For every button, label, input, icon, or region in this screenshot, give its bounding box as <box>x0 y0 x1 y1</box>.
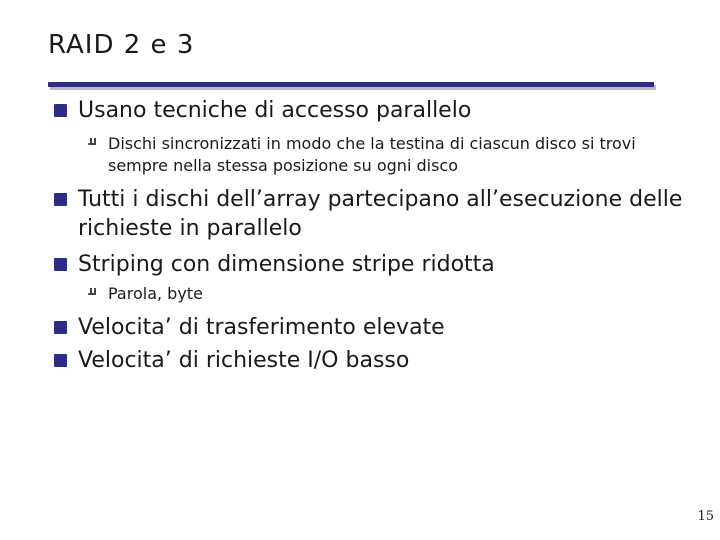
square-bullet-icon <box>54 354 67 367</box>
title-underline <box>48 82 654 87</box>
bullet-item <box>54 313 694 342</box>
bullet-item <box>54 185 694 243</box>
sub-bullet-item <box>88 133 688 177</box>
bullet-text: Tutti i dischi dell’array partecipano all’esecuzione delle richieste in parallelo <box>78 187 683 241</box>
bullet-text: Usano tecniche di accesso parallelo <box>78 98 472 123</box>
square-bullet-icon <box>54 258 67 271</box>
bullet-text: Velocita’ di trasferimento elevate <box>78 315 445 340</box>
bullet-item <box>54 346 694 375</box>
page-number: 15 <box>697 509 714 524</box>
square-bullet-icon <box>54 104 67 117</box>
square-bullet-icon <box>54 193 67 206</box>
bullet-text: Velocita’ di richieste I/O basso <box>78 348 410 373</box>
m-bullet-icon <box>88 293 96 295</box>
sub-bullet-text: Parola, byte <box>108 284 203 303</box>
bullet-text: Striping con dimensione stripe ridotta <box>78 252 495 277</box>
bullet-item <box>54 250 694 279</box>
m-bullet-icon <box>88 143 96 145</box>
square-bullet-icon <box>54 321 67 334</box>
sub-bullet-item <box>88 283 688 305</box>
bullet-item <box>54 96 694 125</box>
sub-bullet-text: Dischi sincronizzati in modo che la testina di ciascun disco si trovi sempre nella stessa posizione su ogni disco <box>108 134 636 175</box>
slide-title: RAID 2 e 3 <box>48 30 195 60</box>
